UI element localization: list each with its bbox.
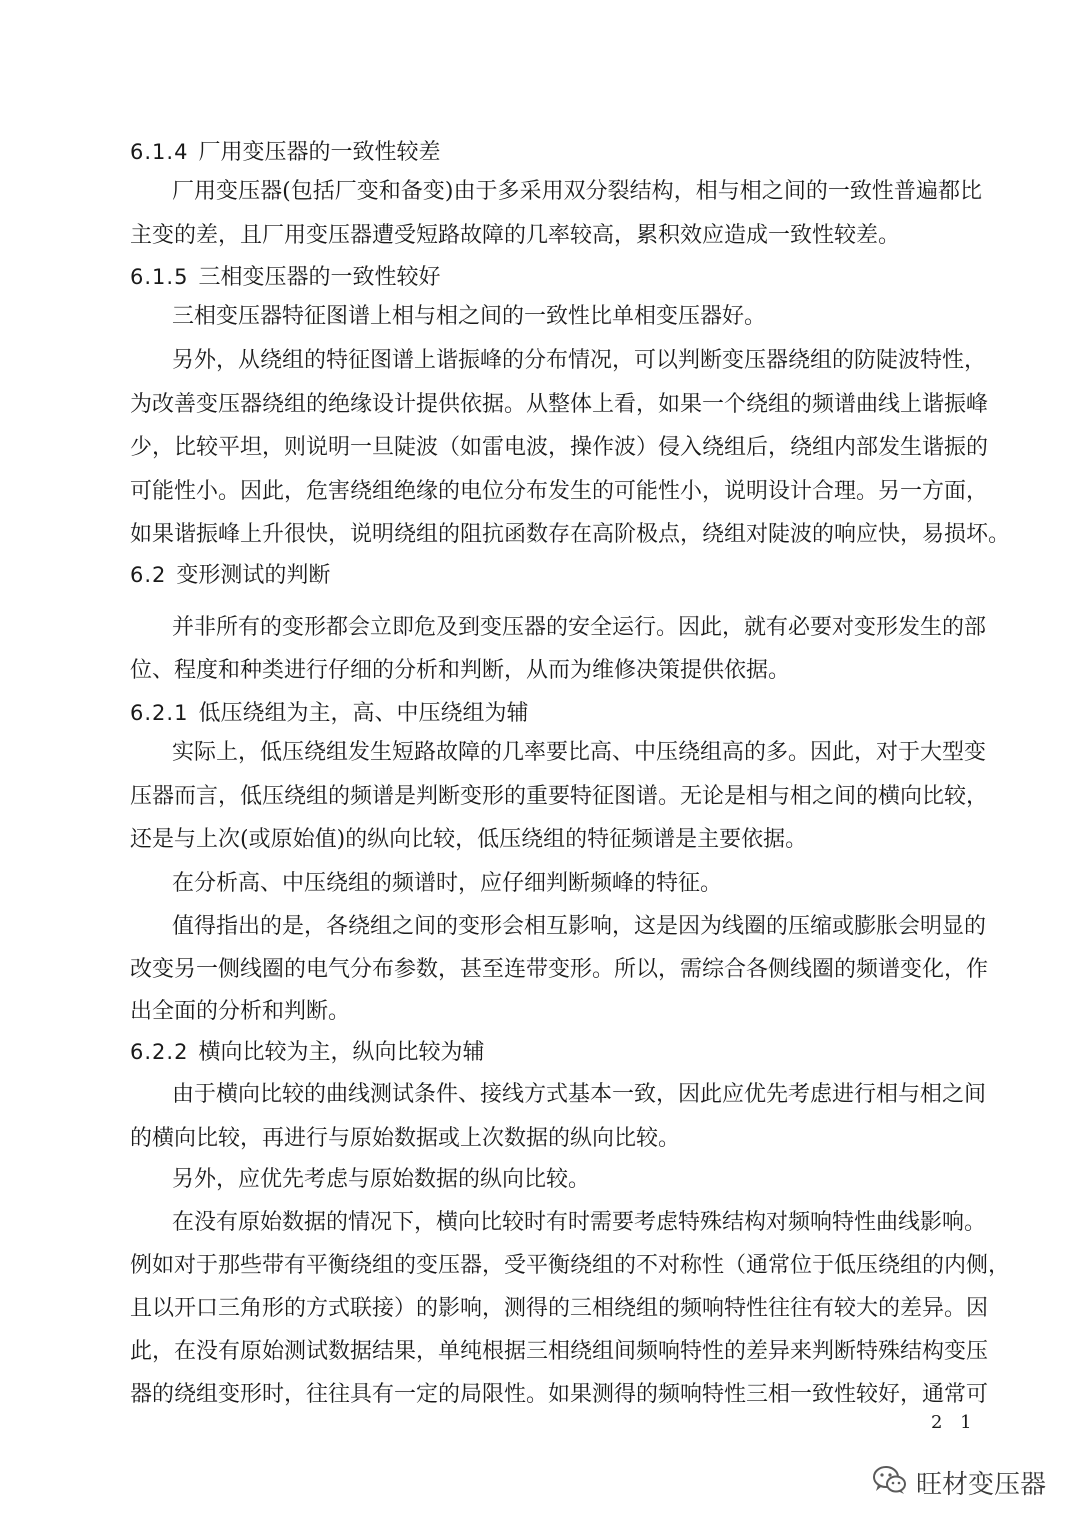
paragraph-line: 为改善变压器绕组的绝缘设计提供依据。从整体上看，如果一个绕组的频谱曲线上谐振峰 [130,392,989,417]
paragraph-line: 且以开口三角形的方式联接）的影响，测得的三相绕组的频响特性往往有较大的差异。因 [130,1296,989,1321]
paragraph-line: 的横向比较，再进行与原始数据或上次数据的纵向比较。 [130,1126,681,1151]
paragraph-line: 位、程度和种类进行仔细的分析和判断，从而为维修决策提供依据。 [130,658,791,683]
section-heading [130,560,330,591]
paragraph-line: 并非所有的变形都会立即危及到变压器的安全运行。因此，就有必要对变形发生的部 [172,615,987,640]
section-title: 变形测试的判断 [176,563,331,588]
paragraph-line: 另外，应优先考虑与原始数据的纵向比较。 [172,1167,591,1192]
section-heading [130,137,440,168]
section-number: 6.1.4 [130,140,189,164]
paragraph-line: 主变的差，且厂用变压器遭受短路故障的几率较高，累积效应造成一致性较差。 [130,223,901,248]
page-number: 2 1 [931,1412,978,1433]
section-heading [130,1037,484,1068]
section-title: 横向比较为主，纵向比较为辅 [198,1040,485,1065]
paragraph-line: 器的绕组变形时，往往具有一定的局限性。如果测得的频响特性三相一致性较好，通常可 [130,1382,989,1407]
paragraph-line: 值得指出的是，各绕组之间的变形会相互影响，这是因为线圈的压缩或膨胀会明显的 [172,914,987,939]
paragraph-line: 厂用变压器(包括厂变和备变)由于多采用双分裂结构，相与相之间的一致性普遍都比 [172,179,982,204]
section-number: 6.2.2 [130,1040,189,1064]
paragraph-line: 少，比较平坦，则说明一旦陡波（如雷电波，操作波）侵入绕组后，绕组内部发生谐振的 [130,435,989,460]
paragraph-line: 实际上，低压绕组发生短路故障的几率要比高、中压绕组高的多。因此，对于大型变 [172,740,987,765]
paragraph-line: 在没有原始数据的情况下，横向比较时有时需要考虑特殊结构对频响特性曲线影响。 [172,1210,987,1235]
wechat-icon [872,1464,908,1500]
paragraph-line: 改变另一侧线圈的电气分布参数，甚至连带变形。所以，需综合各侧线圈的频谱变化，作 [130,957,989,982]
paragraph-line: 由于横向比较的曲线测试条件、接线方式基本一致，因此应优先考虑进行相与相之间 [172,1082,987,1107]
paragraph-line: 三相变压器特征图谱上相与相之间的一致性比单相变压器好。 [172,304,767,329]
paragraph-line: 出全面的分析和判断。 [130,999,351,1024]
section-number: 6.2.1 [130,701,189,725]
paragraph-line: 可能性小。因此，危害绕组绝缘的电位分布发生的可能性小，说明设计合理。另一方面， [130,479,989,504]
watermark-text: 旺材变压器 [916,1469,1047,1500]
paragraph-line: 此，在没有原始测试数据结果，单纯根据三相绕组间频响特性的差异来判断特殊结构变压 [130,1339,989,1364]
section-heading [130,698,528,729]
paragraph-line: 如果谐振峰上升很快，说明绕组的阻抗函数存在高阶极点，绕组对陡波的响应快，易损坏。 [130,522,1011,547]
watermark [872,1464,1046,1500]
paragraph-line: 另外，从绕组的特征图谱上谐振峰的分布情况，可以判断变压器绕组的防陡波特性， [172,348,987,373]
section-number: 6.1.5 [130,265,189,289]
paragraph-line: 还是与上次(或原始值)的纵向比较，低压绕组的特征频谱是主要依据。 [130,827,808,852]
section-number: 6.2 [130,563,167,587]
paragraph-line: 例如对于那些带有平衡绕组的变压器，受平衡绕组的不对称性（通常位于低压绕组的内侧， [130,1253,1011,1278]
section-heading [130,262,440,293]
section-title: 厂用变压器的一致性较差 [198,140,441,165]
paragraph-line: 压器而言，低压绕组的频谱是判断变形的重要特征图谱。无论是相与相之间的横向比较， [130,784,989,809]
paragraph-line: 在分析高、中压绕组的频谱时，应仔细判断频峰的特征。 [172,871,723,896]
section-title: 三相变压器的一致性较好 [198,265,441,290]
section-title: 低压绕组为主，高、中压绕组为辅 [198,701,529,726]
